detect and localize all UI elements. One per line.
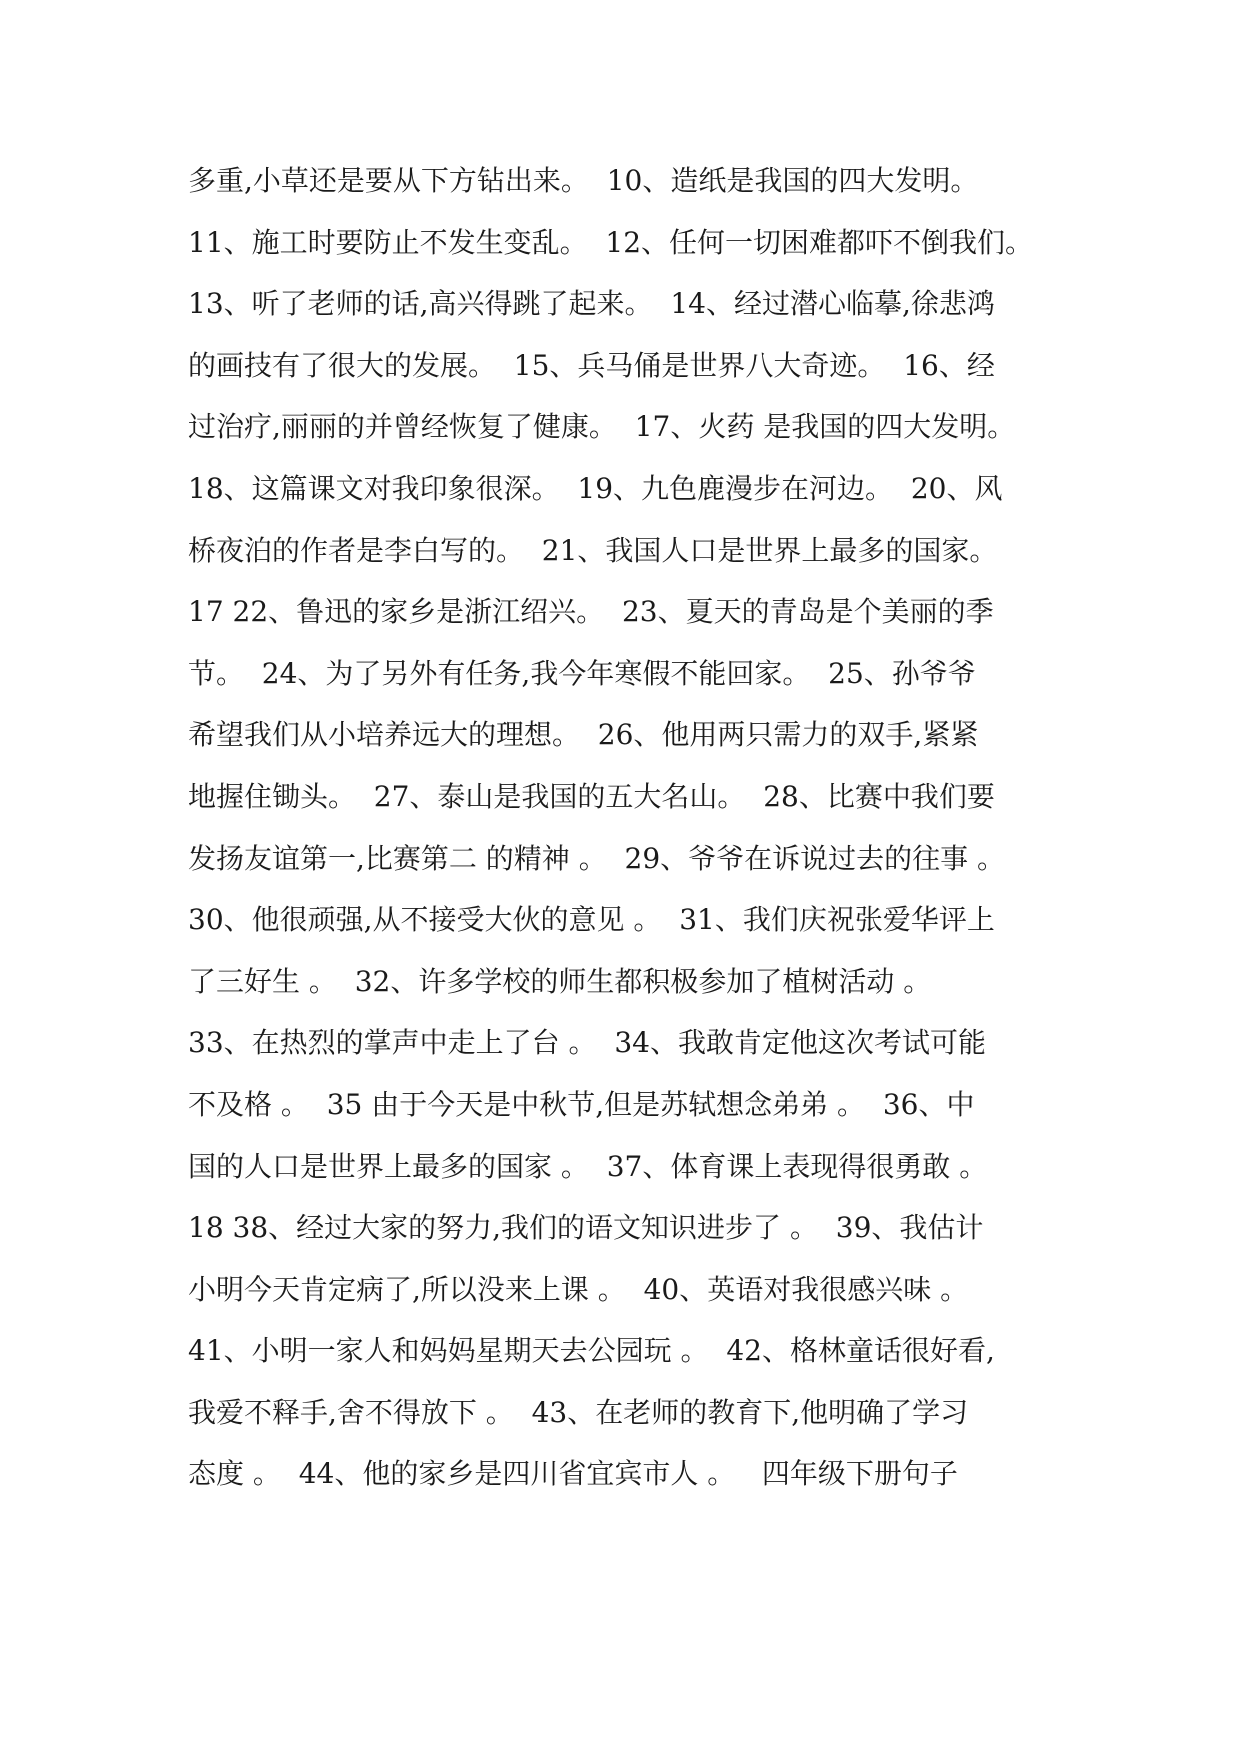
text-line: 过治疗,丽丽的并曾经恢复了健康。 17、火药 是我国的四大发明。 [188,410,1016,444]
text-line: 18、这篇课文对我印象很深。 19、九色鹿漫步在河边。 20、风 [188,471,1003,505]
text-line: 33、在热烈的掌声中走上了台 。 34、我敢肯定他这次考试可能 [188,1026,986,1060]
text-line: 小明今天肯定病了,所以没来上课 。 40、英语对我很感兴味 。 [188,1272,969,1306]
text-line: 地握住锄头。 27、泰山是我国的五大名山。 28、比赛中我们要 [188,779,995,813]
text-line: 30、他很顽强,从不接受大伙的意见 。 31、我们庆祝张爱华评上 [188,903,995,937]
text-line: 17 22、鲁迅的家乡是浙江绍兴。 23、夏天的青岛是个美丽的季 [188,595,994,629]
text-line: 13、听了老师的话,高兴得跳了起来。 14、经过潜心临摹,徐悲鸿 [188,287,995,321]
text-line: 11、施工时要防止不发生变乱。 12、任何一切困难都吓不倒我们。 [188,225,1034,259]
text-line: 18 38、经过大家的努力,我们的语文知识进步了 。 39、我估计 [188,1211,984,1245]
text-line: 我爱不释手,舍不得放下 。 43、在老师的教育下,他明确了学习 [188,1395,969,1429]
text-line: 桥夜泊的作者是李白写的。 21、我国人口是世界上最多的国家。 [188,533,998,567]
text-line: 的画技有了很大的发展。 15、兵马俑是世界八大奇迹。 16、经 [188,348,995,382]
text-line: 希望我们从小培养远大的理想。 26、他用两只需力的双手,紧紧 [188,718,979,752]
text-line: 态度 。 44、他的家乡是四川省宜宾市人 。 四年级下册句子 [188,1457,958,1491]
text-line: 41、小明一家人和妈妈星期天去公园玩 。 42、格林童话很好看, [188,1334,995,1368]
text-line: 节。 24、为了另外有任务,我今年寒假不能回家。 25、孙爷爷 [188,656,976,690]
text-line: 国的人口是世界上最多的国家 。 37、体育课上表现得很勇敢 。 [188,1149,988,1183]
text-line: 发扬友谊第一,比赛第二 的精神 。 29、爷爷在诉说过去的往事 。 [188,841,1006,875]
body-text [188,150,1088,1505]
text-line: 了三好生 。 32、许多学校的师生都积极参加了植树活动 。 [188,964,932,998]
text-line: 多重,小草还是要从下方钻出来。 10、造纸是我国的四大发明。 [188,164,979,197]
text-line: 不及格 。 35 由于今天是中秋节,但是苏轼想念弟弟 。 36、中 [188,1087,975,1121]
